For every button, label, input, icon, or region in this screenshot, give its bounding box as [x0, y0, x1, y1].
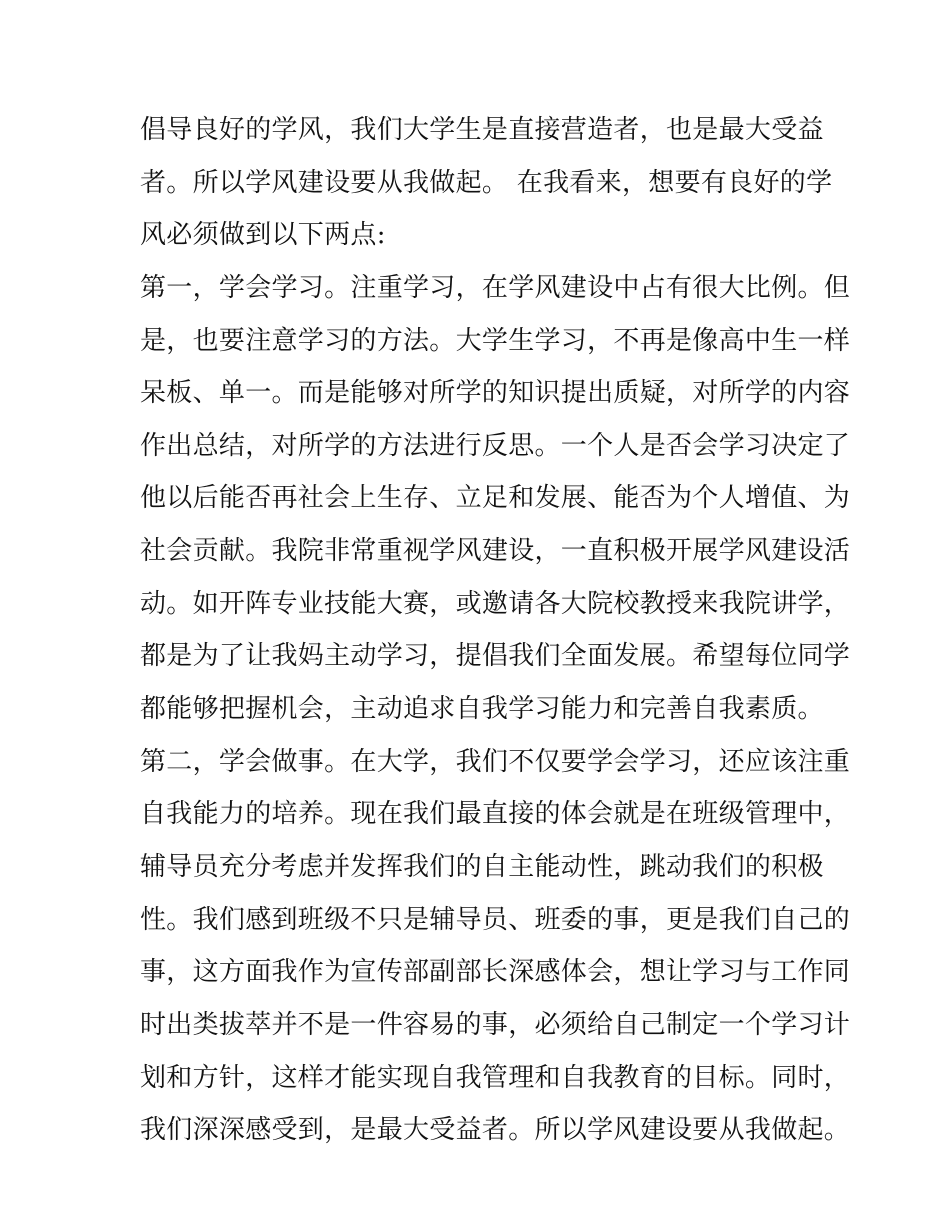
text-line: 都能够把握机会，主动追求自我学习能力和完善自我素质。 [140, 694, 824, 725]
text-line: 作出总结，对所学的方法进行反思。一个人是否会学习决定了 [140, 430, 851, 461]
text-line: 者。所以学风建设要从我做起。 在我看来，想要有良好的学 [140, 167, 833, 198]
body-text [140, 104, 851, 1157]
text-line: 第一，学会学习。注重学习，在学风建设中占有很大比例。但 [140, 272, 851, 303]
text-line: 是，也要注意学习的方法。大学生学习，不再是像高中生一样 [140, 325, 851, 356]
text-line: 我们深深感受到，是最大受益者。所以学风建设要从我做起。 [140, 1115, 851, 1146]
text-line: 社会贡献。我院非常重视学风建设，一直积极开展学风建设活 [140, 536, 851, 567]
text-line: 第二，学会做事。在大学，我们不仅要学会学习，还应该注重 [140, 746, 851, 777]
text-line: 倡导良好的学风，我们大学生是直接营造者，也是最大受益 [140, 115, 824, 145]
text-line: 动。如开阵专业技能大赛，或邀请各大院校教授来我院讲学， [140, 588, 851, 619]
text-line: 他以后能否再社会上生存、立足和发展、能否为个人增值、为 [140, 483, 851, 514]
text-line: 风必须做到以下两点: [140, 220, 386, 251]
text-line: 划和方针，这样才能实现自我管理和自我教育的目标。同时， [140, 1062, 851, 1093]
text-line: 都是为了让我妈主动学习，提倡我们全面发展。希望每位同学 [140, 641, 851, 672]
text-line: 呆板、单一。而是能够对所学的知识提出质疑，对所学的内容 [140, 378, 851, 409]
text-line: 事，这方面我作为宣传部副部长深感体会，想让学习与工作同 [140, 957, 851, 988]
text-line: 性。我们感到班级不只是辅导员、班委的事，更是我们自己的 [140, 904, 851, 935]
text-line: 辅导员充分考虑并发挥我们的自主能动性，跳动我们的积极 [140, 851, 824, 882]
text-line: 自我能力的培养。现在我们最直接的体会就是在班级管理中， [140, 799, 851, 830]
text-line: 时出类拔萃并不是一件容易的事，必须给自己制定一个学习计 [140, 1009, 851, 1040]
